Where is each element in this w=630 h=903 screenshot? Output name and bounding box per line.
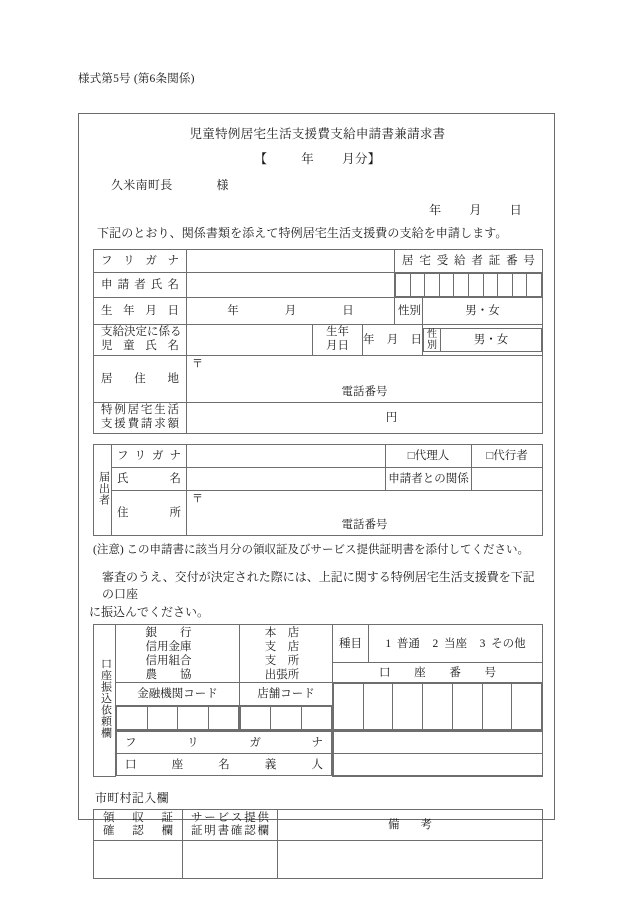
table-row (94, 731, 543, 777)
table-row (94, 445, 543, 468)
agent-checkbox: □代行者 (486, 449, 528, 462)
child-birth-day-label: 日 (410, 333, 422, 346)
table-row (94, 298, 543, 325)
branch-kind-1[interactable]: 支 店 (264, 640, 300, 653)
cert-digit-cell[interactable] (512, 274, 527, 297)
child-birth-year-label: 年 (363, 333, 375, 346)
child-birthdate-label: 生年 月日 (326, 326, 349, 352)
furigana-label-cell (94, 250, 187, 273)
notifier-furigana-input-cell[interactable] (187, 445, 386, 468)
residence-input-cell[interactable] (187, 356, 543, 403)
table-row (94, 683, 543, 706)
applicant-name-label-cell (94, 273, 187, 298)
cert-number-label: 居 宅 受 給 者 証 番 号 (402, 254, 535, 267)
table-row (94, 625, 543, 663)
document-period (89, 149, 546, 167)
branch-kind-2[interactable]: 支 所 (264, 654, 300, 667)
child-name-input-cell[interactable] (187, 325, 313, 356)
period-close-bracket: 】 (367, 152, 381, 166)
notifier-furigana-label: フ リ ガ ナ (117, 449, 181, 462)
branch-code-digit-cell[interactable] (301, 707, 331, 730)
table-row (94, 468, 543, 491)
institution-code-label: 金融機関コード (137, 688, 218, 701)
receipt-check-label-cell (94, 810, 183, 841)
account-type-label: 種目 (339, 637, 362, 650)
institution-kind-3[interactable]: 農 協 (145, 668, 192, 681)
proxy-checkbox: □代理人 (407, 449, 450, 462)
holder-input-block-cell[interactable] (333, 731, 543, 777)
remarks-label-cell (278, 810, 543, 841)
notifier-section-label: 届出者 (97, 470, 110, 506)
residence-label: 居 住 地 (101, 372, 179, 385)
notifier-name-input-cell[interactable] (187, 468, 386, 491)
cert-digit-cell[interactable] (483, 274, 498, 297)
branch-code-digit-cell[interactable] (271, 707, 301, 730)
table-row (94, 491, 543, 536)
form-number: 様式第5号 (第6条関係) (78, 73, 195, 85)
notifier-name-label-cell (112, 468, 187, 491)
table-row (94, 325, 543, 356)
branch-code-label: 店舗コード (257, 688, 315, 701)
account-type-options-cell[interactable] (369, 625, 543, 663)
currency-unit: 円 (385, 411, 398, 424)
account-digit-cell[interactable] (363, 684, 393, 730)
account-digit-cell[interactable] (482, 684, 512, 730)
bank-section-label-cell (94, 625, 116, 777)
residence-label-cell (94, 356, 187, 403)
birthdate-label-cell (94, 298, 187, 325)
table-row (94, 273, 543, 298)
notifier-address-label-cell (112, 491, 187, 536)
remarks-input-cell[interactable] (278, 841, 543, 879)
birthdate-input-cell[interactable] (187, 298, 395, 325)
postal-mark-icon: 〒 (192, 493, 203, 505)
cert-number-cells[interactable] (395, 273, 543, 298)
claim-amount-label-cell (94, 403, 187, 434)
branch-code-label-cell (240, 683, 333, 706)
account-digit-cell[interactable] (452, 684, 482, 730)
institution-code-digit-cell[interactable] (178, 707, 209, 730)
institution-code-digit-cell[interactable] (208, 707, 239, 730)
notifier-table (93, 444, 543, 536)
transfer-instruction (89, 569, 546, 621)
receipt-check-input-cell[interactable] (94, 841, 183, 879)
applicant-name-input-cell[interactable] (187, 273, 395, 298)
branch-kind-0[interactable]: 本 店 (264, 626, 300, 639)
bank-section-label: 口座振込依頼欄 (99, 658, 112, 739)
applicant-name-label: 申 請 者 氏 名 (101, 278, 179, 291)
institution-code-cells[interactable] (116, 706, 240, 731)
child-birthdate-input-cell[interactable] (363, 325, 423, 356)
holder-furigana-input-cell[interactable] (334, 732, 543, 754)
table-row (94, 403, 543, 434)
notifier-address-label: 住 所 (117, 506, 181, 519)
service-cert-label: サ ー ビ ス 提 供 証 明 書 確 認 欄 (191, 811, 269, 838)
institution-kind-cell[interactable] (116, 625, 240, 683)
furigana-label: フ リ ガ ナ (101, 254, 179, 267)
account-digit-cell[interactable] (512, 684, 542, 730)
remarks-label: 備 考 (388, 819, 432, 832)
claim-amount-input-cell[interactable] (187, 403, 543, 434)
transfer-instruction-line1: 審査のうえ、交付が決定された際には、上記に関する特例居宅生活支援費を下記の口座 (102, 570, 535, 602)
cert-digit-cell[interactable] (396, 274, 411, 297)
holder-block-cell (116, 731, 333, 777)
child-birthdate-label-cell (313, 325, 363, 356)
cert-digit-cell[interactable] (454, 274, 469, 297)
relation-label-cell (386, 468, 472, 491)
account-digit-cell[interactable] (393, 684, 423, 730)
cert-digit-cell[interactable] (410, 274, 425, 297)
addressee-line (89, 176, 546, 193)
table-row (94, 356, 543, 403)
transfer-instruction-line2: に振込んでください。 (89, 604, 210, 619)
institution-kind-2[interactable]: 信用組合 (145, 654, 192, 667)
notifier-section-label-cell (94, 445, 112, 536)
cert-digit-cell[interactable] (468, 274, 483, 297)
postal-mark-icon: 〒 (192, 358, 203, 370)
child-gender-options: 男・女 (473, 333, 509, 346)
cert-number-label-cell (395, 250, 543, 273)
period-year-label: 年 (301, 152, 315, 166)
service-cert-label-cell (183, 810, 278, 841)
institution-code-digit-cell[interactable] (117, 707, 148, 730)
holder-name-label-cell (117, 754, 332, 776)
date-month-label: 月 (469, 203, 482, 217)
account-number-label-cell (333, 663, 543, 683)
account-type-option-3[interactable]: 3 その他 (479, 637, 526, 650)
period-open-bracket: 【 (254, 152, 268, 166)
gender-label-cell (395, 298, 423, 325)
gender-label: 性 別 (398, 304, 421, 317)
account-digit-cell[interactable] (334, 684, 364, 730)
birth-year-label: 年 (227, 304, 239, 317)
period-month-label: 月分 (342, 152, 368, 166)
account-digit-cell[interactable] (423, 684, 453, 730)
proxy-checkbox-cell[interactable] (386, 445, 472, 468)
institution-kind-1[interactable]: 信用金庫 (145, 640, 192, 653)
tel-label: 電話番号 (341, 385, 388, 398)
birth-day-label: 日 (342, 304, 354, 317)
date-year-label: 年 (429, 203, 442, 217)
table-row (94, 841, 543, 879)
table-row (94, 810, 543, 841)
service-cert-input-cell[interactable] (183, 841, 278, 879)
relation-label: 申請者との関係 (388, 472, 469, 485)
municipal-heading: 市町村記入欄 (95, 791, 169, 806)
date-day-label: 日 (509, 203, 522, 217)
institution-kind-0[interactable]: 銀 行 (145, 626, 192, 639)
document-title: 児童特例居宅生活支援費支給申請書兼請求書 (189, 127, 446, 141)
table-row (94, 250, 543, 273)
agent-checkbox-cell[interactable] (472, 445, 543, 468)
furigana-input-cell[interactable] (187, 250, 395, 273)
child-name-label-cell (94, 325, 187, 356)
submission-date-line (89, 201, 546, 218)
attachment-note: (注意) この申請書に該当月分の領収証及びサービス提供証明書を添付してください。 (93, 544, 530, 556)
child-gender-options-cell[interactable] (441, 329, 542, 352)
notifier-name-label: 氏 名 (117, 472, 181, 485)
claim-amount-label: 特 例 居 宅 生 活 支 援 費 請 求 額 (101, 404, 179, 430)
notifier-address-input-cell[interactable] (187, 491, 543, 536)
bank-transfer-table (93, 624, 543, 777)
municipal-table (93, 809, 543, 879)
form-inner-content (89, 122, 546, 879)
birthdate-label: 生 年 月 日 (101, 304, 179, 317)
receipt-check-label: 領 収 証 確 認 欄 (103, 811, 173, 838)
addressee-honorific: 様 (216, 178, 229, 192)
birth-month-label: 月 (284, 304, 297, 317)
child-name-label: 支 給 決 定 に 係 る 児 童 氏 名 (101, 326, 182, 352)
branch-kind-cell[interactable] (240, 625, 333, 683)
lead-statement: 下記のとおり、関係書類を添えて特例居宅生活支援費の支給を申請します。 (97, 226, 508, 240)
account-number-label: 口 座 番 号 (379, 666, 496, 679)
institution-code-label-cell (116, 683, 240, 706)
account-number-cells[interactable] (333, 683, 543, 731)
addressee-name: 久米南町長 (111, 178, 173, 192)
account-type-option-2[interactable]: 2 当座 (432, 637, 467, 650)
cert-digit-cell[interactable] (439, 274, 454, 297)
branch-kind-3[interactable]: 出張所 (264, 668, 300, 681)
notifier-furigana-label-cell (112, 445, 187, 468)
holder-furigana-label: フ リ ガ ナ (125, 736, 323, 749)
gender-options-cell[interactable] (423, 298, 543, 325)
notifier-tel-label: 電話番号 (341, 518, 388, 531)
child-birth-month-label: 月 (386, 333, 399, 346)
cert-digit-cell[interactable] (527, 274, 542, 297)
account-type-label-cell (333, 625, 369, 663)
applicant-table (93, 249, 543, 434)
branch-code-cells[interactable] (240, 706, 333, 731)
cert-digit-cell[interactable] (425, 274, 440, 297)
relation-input-cell[interactable] (472, 468, 543, 491)
form-outer-frame (78, 113, 555, 838)
child-gender-label: 性 別 (424, 329, 441, 352)
institution-code-digit-cell[interactable] (147, 707, 178, 730)
holder-name-label: 口 座 名 義 人 (125, 758, 323, 771)
account-type-option-1[interactable]: 1 普通 (385, 637, 420, 650)
branch-code-digit-cell[interactable] (241, 707, 271, 730)
holder-furigana-label-cell (117, 732, 332, 754)
cert-digit-cell[interactable] (498, 274, 513, 297)
gender-options: 男・女 (465, 304, 500, 317)
holder-name-input-cell[interactable] (334, 754, 543, 776)
child-gender-cell[interactable] (423, 325, 543, 356)
